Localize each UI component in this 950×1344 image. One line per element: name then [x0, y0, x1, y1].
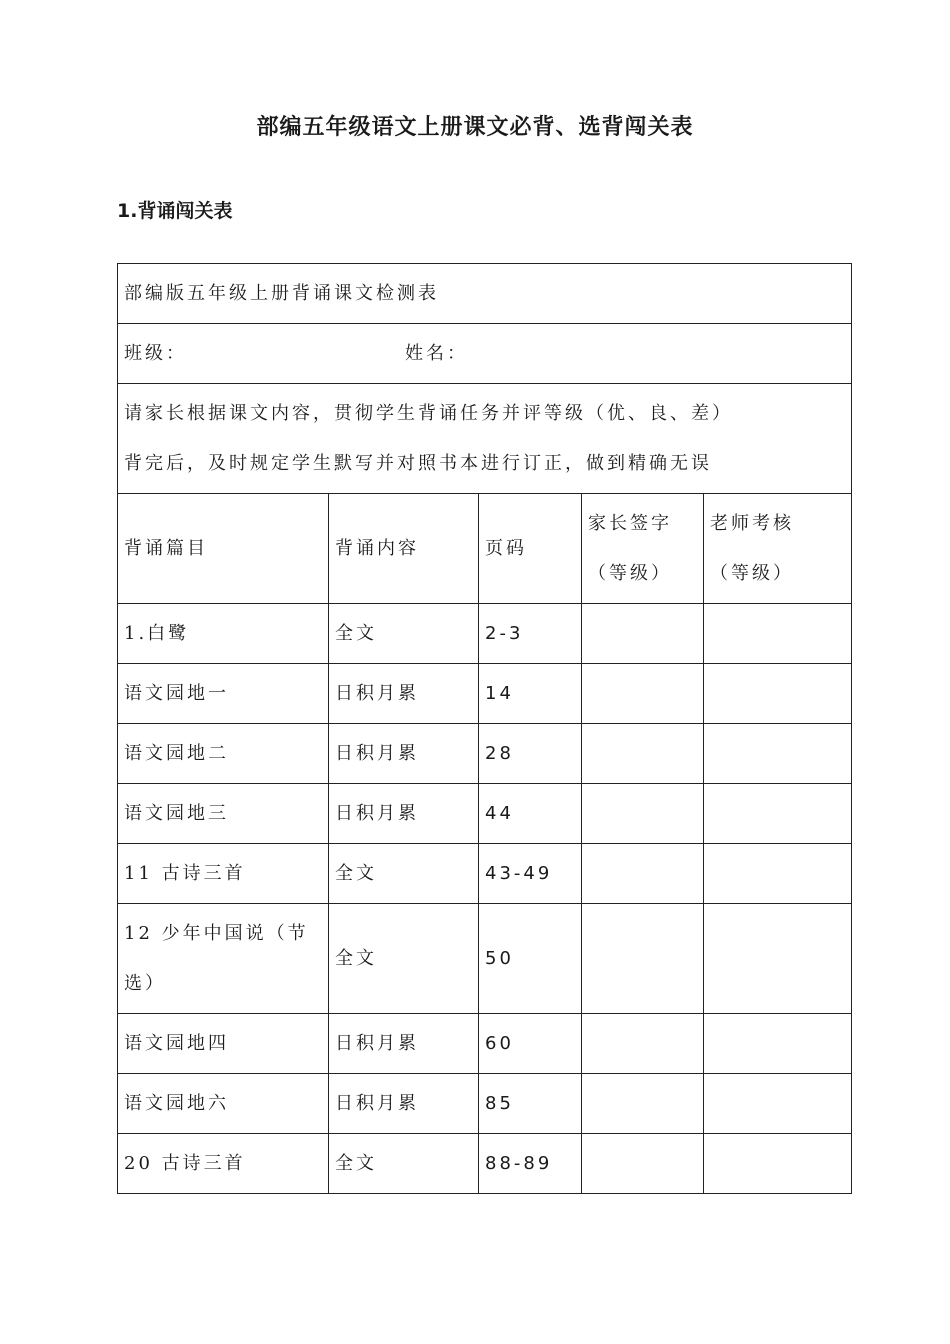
row-item: 语文园地一 [118, 664, 329, 724]
column-header-page: 页码 [479, 494, 582, 604]
table-row [118, 724, 852, 784]
row-parent-sign [582, 1134, 704, 1194]
row-content: 日积月累 [329, 784, 479, 844]
teacher-check-label: 老师考核 [710, 512, 794, 534]
row-parent-sign [582, 784, 704, 844]
row-parent-sign [582, 844, 704, 904]
row-teacher-check [704, 1014, 852, 1074]
row-parent-sign [582, 1074, 704, 1134]
row-item: 语文园地六 [118, 1074, 329, 1134]
row-parent-sign [582, 724, 704, 784]
document-title: 部编五年级语文上册课文必背、选背闯关表 [256, 115, 694, 140]
row-item: 11 古诗三首 [118, 844, 329, 904]
row-teacher-check [704, 664, 852, 724]
row-page: 43-49 [479, 844, 582, 904]
column-header-parent-sign [582, 494, 704, 604]
row-page: 85 [479, 1074, 582, 1134]
recitation-table [117, 263, 852, 1194]
column-header-content: 背诵内容 [329, 494, 479, 604]
class-name-cell [118, 324, 852, 384]
row-page: 44 [479, 784, 582, 844]
section-heading: 1.背诵闯关表 [117, 200, 233, 222]
table-row [118, 904, 852, 1014]
row-content: 日积月累 [329, 664, 479, 724]
row-parent-sign [582, 904, 704, 1014]
table-row [118, 664, 852, 724]
row-page: 60 [479, 1014, 582, 1074]
row-content: 全文 [329, 1134, 479, 1194]
row-item: 语文园地四 [118, 1014, 329, 1074]
name-label: 姓名： [405, 342, 468, 364]
row-teacher-check [704, 604, 852, 664]
row-content: 全文 [329, 904, 479, 1014]
instruction-line-2: 背完后，及时规定学生默写并对照书本进行订正，做到精确无误 [124, 452, 712, 474]
table-caption: 部编版五年级上册背诵课文检测表 [118, 264, 852, 324]
table-caption-row [118, 264, 852, 324]
table-row [118, 1134, 852, 1194]
row-teacher-check [704, 784, 852, 844]
table-row [118, 1074, 852, 1134]
class-label: 班级： [124, 342, 187, 364]
row-teacher-check [704, 1134, 852, 1194]
row-content: 全文 [329, 604, 479, 664]
row-item: 语文园地三 [118, 784, 329, 844]
row-page: 50 [479, 904, 582, 1014]
parent-sign-label: 家长签字 [588, 512, 672, 534]
row-teacher-check [704, 724, 852, 784]
column-header-row [118, 494, 852, 604]
table-row [118, 784, 852, 844]
row-content: 日积月累 [329, 724, 479, 784]
class-name-row [118, 324, 852, 384]
parent-sign-sublabel: （等级） [588, 562, 672, 584]
row-item: 12 少年中国说（节选） [118, 904, 329, 1014]
row-teacher-check [704, 904, 852, 1014]
row-item: 1.白鹭 [118, 604, 329, 664]
row-content: 全文 [329, 844, 479, 904]
instruction-cell [118, 384, 852, 494]
instruction-row [118, 384, 852, 494]
row-page: 88-89 [479, 1134, 582, 1194]
teacher-check-sublabel: （等级） [710, 562, 794, 584]
row-parent-sign [582, 604, 704, 664]
row-parent-sign [582, 1014, 704, 1074]
row-item: 语文园地二 [118, 724, 329, 784]
row-page: 2-3 [479, 604, 582, 664]
row-item: 20 古诗三首 [118, 1134, 329, 1194]
row-page: 28 [479, 724, 582, 784]
row-content: 日积月累 [329, 1014, 479, 1074]
table-row [118, 844, 852, 904]
row-teacher-check [704, 844, 852, 904]
row-teacher-check [704, 1074, 852, 1134]
table-row [118, 1014, 852, 1074]
column-header-teacher-check [704, 494, 852, 604]
row-page: 14 [479, 664, 582, 724]
row-content: 日积月累 [329, 1074, 479, 1134]
table-row [118, 604, 852, 664]
column-header-item: 背诵篇目 [118, 494, 329, 604]
instruction-line-1: 请家长根据课文内容，贯彻学生背诵任务并评等级（优、良、差） [124, 402, 733, 424]
row-parent-sign [582, 664, 704, 724]
